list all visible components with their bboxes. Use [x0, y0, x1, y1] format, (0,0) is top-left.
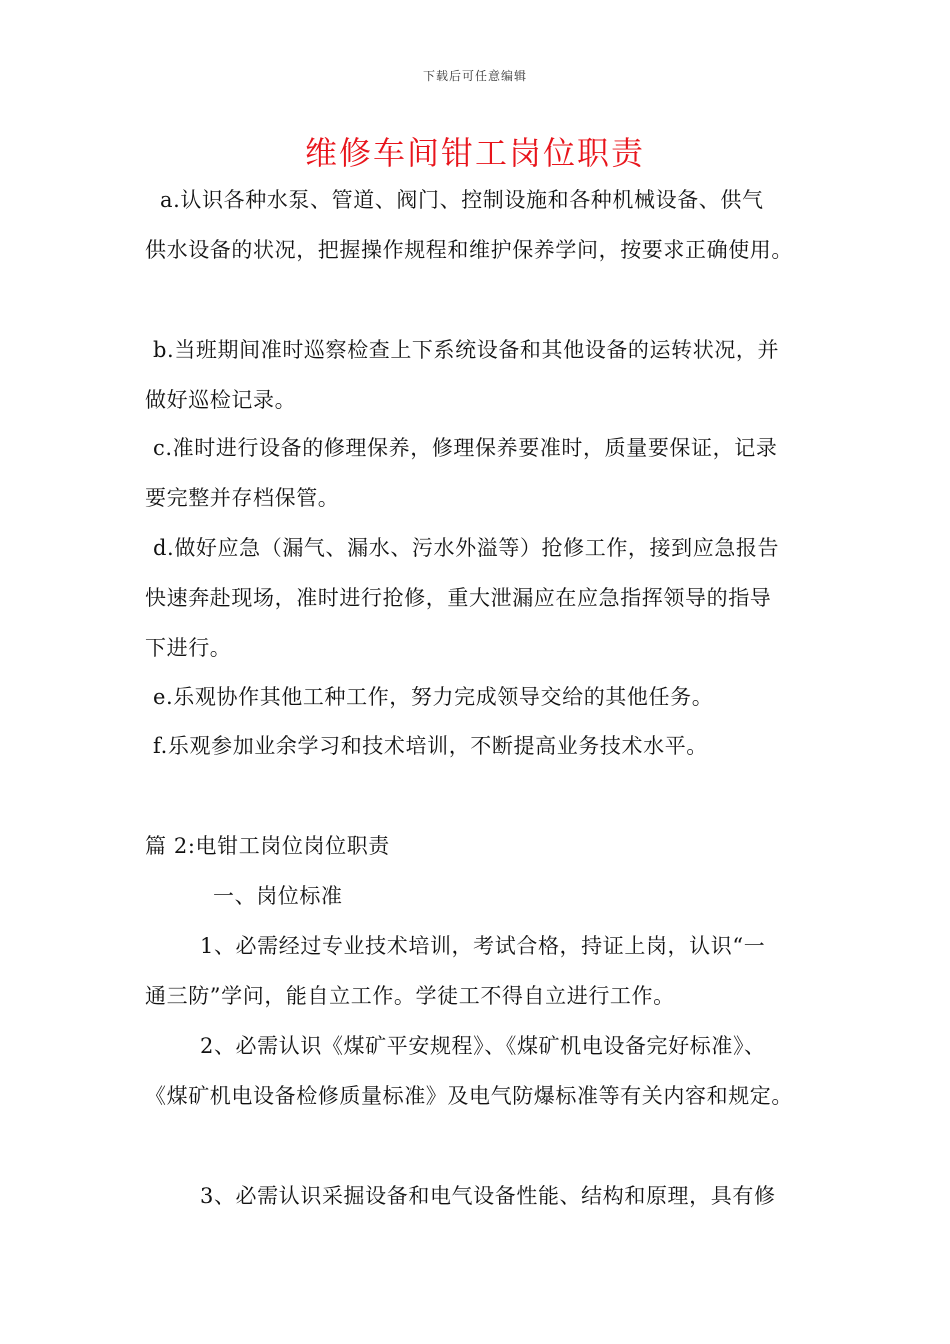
paragraph-line: 供水设备的状况，把握操作规程和维护保养学问，按要求正确使用。 [145, 238, 793, 262]
paragraph-line: b.当班期间准时巡察检查上下系统设备和其他设备的运转状况，并 [153, 338, 780, 362]
paragraph-line: 要完整并存档保管。 [145, 486, 340, 510]
paragraph-line: 下进行。 [145, 636, 232, 660]
paragraph-line: e.乐观协作其他工种工作，努力完成领导交给的其他任务。 [153, 685, 714, 709]
document-title: 维修车间钳工岗位职责 [304, 134, 645, 172]
paragraph-line: 通三防”学问，能自立工作。学徒工不得自立进行工作。 [145, 984, 675, 1008]
paragraph-line: 1、必需经过专业技术培训，考试合格，持证上岗，认识“一 [200, 934, 766, 958]
paragraph-line: c.准时进行设备的修理保养，修理保养要准时，质量要保证，记录 [153, 436, 778, 460]
subsection-heading: 一、岗位标准 [213, 884, 343, 908]
header-note: 下载后可任意编辑 [422, 69, 527, 83]
paragraph-line: 快速奔赴现场，准时进行抢修，重大泄漏应在应急指挥领导的指导 [145, 586, 772, 610]
paragraph-line: 做好巡检记录。 [145, 388, 297, 412]
paragraph-line: a.认识各种水泵、管道、阀门、控制设施和各种机械设备、供气 [160, 188, 764, 212]
paragraph-line: 《煤矿机电设备检修质量标准》及电气防爆标准等有关内容和规定。 [145, 1084, 793, 1108]
paragraph-line: d.做好应急（漏气、漏水、污水外溢等）抢修工作，接到应急报告 [153, 536, 780, 560]
paragraph-line: f.乐观参加业余学习和技术培训，不断提高业务技术水平。 [153, 734, 708, 758]
paragraph-line: 3、必需认识采掘设备和电气设备性能、结构和原理，具有修 [200, 1184, 776, 1208]
paragraph-line: 2、必需认识《煤矿平安规程》、《煤矿机电设备完好标准》、 [200, 1034, 766, 1058]
section-heading: 篇 2:电钳工岗位岗位职责 [145, 834, 390, 858]
